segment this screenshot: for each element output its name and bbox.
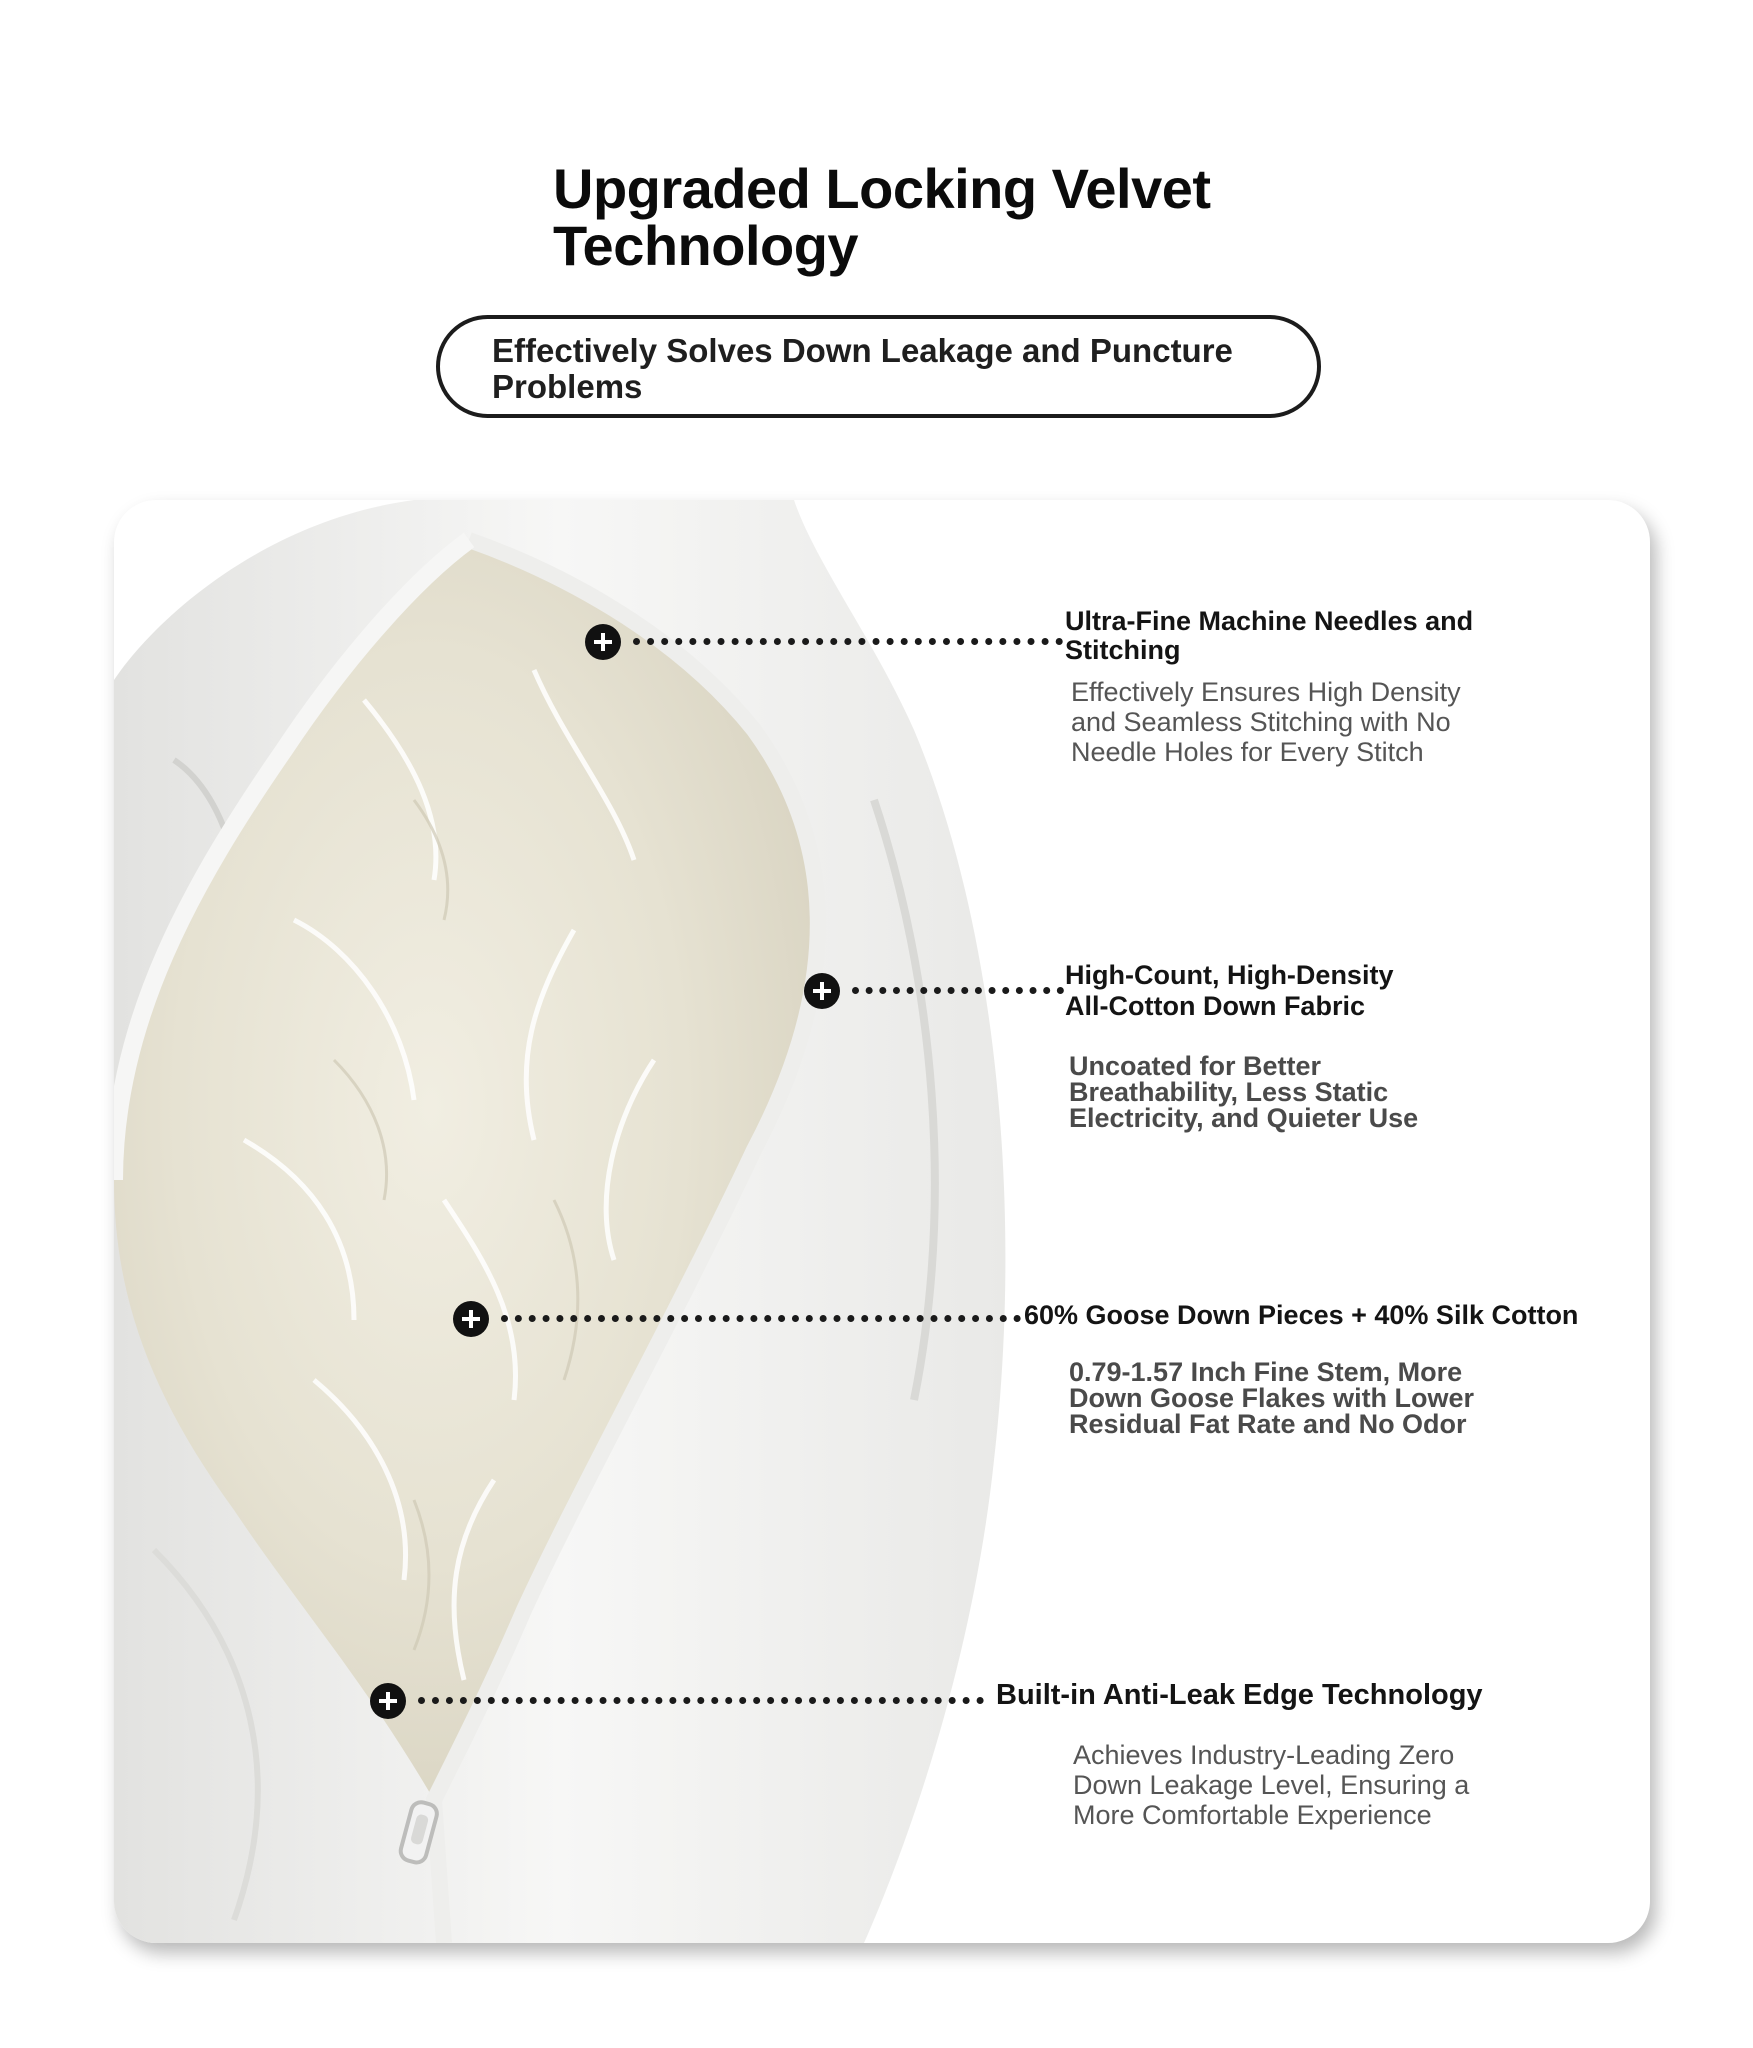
plus-icon bbox=[453, 1301, 489, 1337]
leader-line bbox=[852, 987, 1064, 994]
feature-desc-fabric: Uncoated for Better Breathability, Less Static Electricity, and Quieter Use bbox=[1069, 1051, 1419, 1133]
feature-title-stitching: Ultra-Fine Machine Needles and Stitching bbox=[1065, 606, 1474, 665]
page-title: Upgraded Locking Velvet Technology bbox=[553, 157, 1211, 277]
feature-title-fabric: High-Count, High-Density All-Cotton Down Fabric bbox=[1065, 960, 1394, 1021]
feature-desc-filling: 0.79-1.57 Inch Fine Stem, More Down Goose Flakes with Lower Residual Fat Rate and No Odor bbox=[1069, 1357, 1475, 1439]
subtitle-badge bbox=[436, 315, 1321, 418]
feature-title-filling: 60% Goose Down Pieces + 40% Silk Cotton bbox=[1024, 1300, 1579, 1330]
subtitle-text: Effectively Solves Down Leakage and Puncture Problems bbox=[492, 332, 1233, 405]
leader-line bbox=[501, 1315, 1021, 1322]
plus-icon bbox=[585, 624, 621, 660]
feature-desc-edge: Achieves Industry-Leading Zero Down Leakage Level, Ensuring a More Comfortable Experience bbox=[1073, 1740, 1470, 1830]
leader-line bbox=[418, 1697, 984, 1704]
feature-card bbox=[114, 500, 1650, 1943]
plus-icon bbox=[804, 973, 840, 1009]
feature-desc-stitching: Effectively Ensures High Density and Seamless Stitching with No Needle Holes for Every Stitch bbox=[1071, 677, 1461, 767]
leader-line bbox=[633, 638, 1063, 645]
plus-icon bbox=[370, 1683, 406, 1719]
feature-title-edge: Built-in Anti-Leak Edge Technology bbox=[996, 1679, 1483, 1711]
